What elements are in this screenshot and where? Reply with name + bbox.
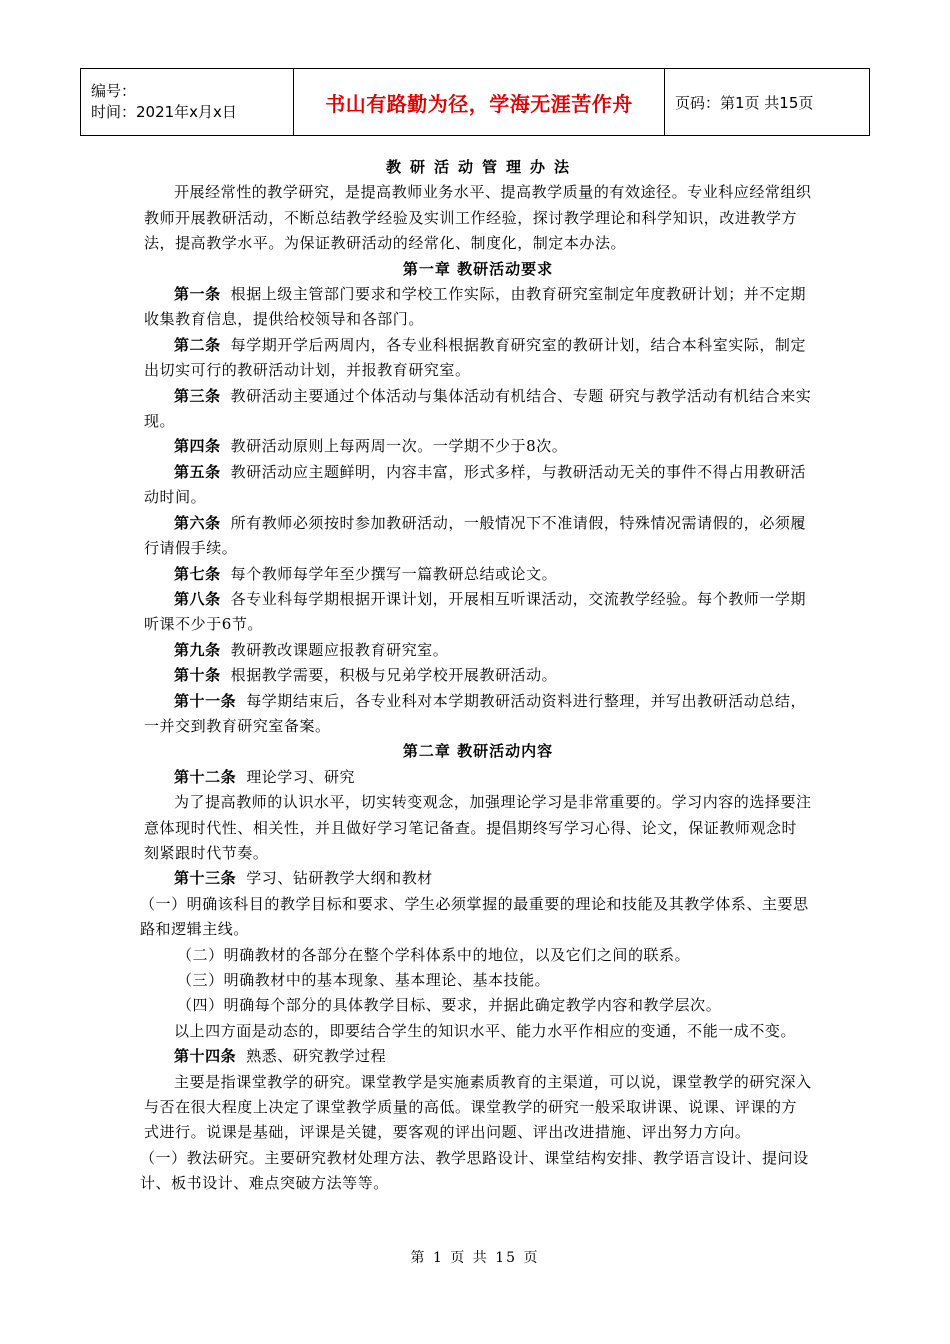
article-text: 教研活动主要通过个体活动与集体活动有机结合、专题 研究与教学活动有机结合来实现。 (144, 386, 812, 431)
article-label: 第五条 (174, 462, 221, 481)
article-label: 第十二条 (174, 767, 237, 786)
list-item: （四）明确每个部分的具体教学目标、要求，并据此确定教学内容和教学层次。 (177, 996, 722, 1015)
article-label: 第十四条 (174, 1047, 237, 1066)
article-text: 各专业科每学期根据开课计划，开展相互听课活动，交流教学经验。每个教师一学期听课不少于6节。 (144, 589, 807, 634)
article (144, 282, 812, 333)
article-text: 学习、钻研教学大纲和教材 (246, 869, 433, 888)
article-label: 第十一条 (174, 691, 237, 710)
document-title: 教研活动管理办法 (385, 158, 578, 176)
article-text: 所有教师必须按时参加教研活动，一般情况下不准请假，特殊情况需请假的，必须履行请假手续。 (144, 513, 807, 558)
article (144, 866, 812, 891)
article-text: 根据上级主管部门要求和学校工作实际，由教育研究室制定年度教研计划；并不定期收集教育信息，提供给校领导和各部门。 (144, 285, 807, 329)
document-number-label: 编号： (91, 82, 137, 100)
article-label: 第一条 (174, 285, 221, 304)
article-label: 第三条 (174, 386, 221, 405)
article-text: 每学期开学后两周内，各专业科根据教育研究室的教研计划，结合本科室实际，制定出切实可行的教研活动计划，并报教育研究室。 (144, 335, 807, 380)
header-motto: 书山有路勤为径，学海无涯苦作舟 (294, 69, 665, 136)
article-text: 教研活动原则上每两周一次。一学期不少于8次。 (230, 437, 568, 456)
article-text: 教研教改课题应报教育研究室。 (230, 640, 449, 659)
document-date-label: 时间：2021年x月x日 (91, 103, 237, 121)
article-label: 第十三条 (174, 869, 237, 888)
list-item: （一）教法研究。主要研究教材处理方法、教学思路设计、课堂结构安排、教学语言设计、提问设计、板书设计、难点突破方法等等。 (140, 1148, 809, 1193)
list-item: （三）明确教材中的基本现象、基本理论、基本技能。 (177, 971, 551, 989)
article (144, 434, 812, 459)
article-text: 熟悉、研究教学过程 (246, 1047, 387, 1066)
article-label: 第九条 (174, 640, 221, 659)
chapter-heading: 第二章 教研活动内容 (402, 742, 554, 761)
article (144, 333, 812, 384)
intro-paragraph: 开展经常性的教学研究，是提高教师业务水平、提高教学质量的有效途径。专业科应经常组织教师开展教研活动，不断总结教学经验及实训工作经验，探讨教学理论和科学知识，改进教学方法，提高教学水平。为保证教研活动的经常化、制度化，制定本办法。 (144, 183, 812, 253)
list-item: （二）明确教材的各部分在整个学科体系中的地位，以及它们之间的联系。 (177, 945, 691, 964)
article-label: 第七条 (174, 564, 221, 583)
article-body: 主要是指课堂教学的研究。课堂教学是实施素质教育的主渠道，可以说，课堂教学的研究深入与否在很大程度上决定了课堂教学质量的高低。课堂教学的研究一般采取讲课、说课、评课的方式进行。说课是基础，评课是关键，要客观的评出问题、评出改进措施、评出努力方向。 (144, 1072, 812, 1142)
article-text: 理论学习、研究 (246, 767, 356, 786)
article (144, 384, 812, 435)
article-label: 第八条 (174, 589, 221, 608)
article-text: 每学期结束后，各专业科对本学期教研活动资料进行整理，并写出教研活动总结，一并交到教育研究室备案。 (144, 691, 807, 735)
article-body: 为了提高教师的认识水平，切实转变观念，加强理论学习是非常重要的。学习内容的选择要注意体现时代性、相关性，并且做好学习笔记备查。提倡期终写学习心得、论文，保证教师观念时刻紧跟时代节奏。 (144, 793, 812, 862)
article (144, 1044, 812, 1069)
article-label: 第十条 (174, 666, 221, 685)
article (144, 587, 812, 638)
page-footer: 第 1 页 共 15 页 (410, 1250, 540, 1266)
article-body: 以上四方面是动态的，即要结合学生的知识水平、能力水平作相应的变通，不能一成不变。 (174, 1021, 797, 1040)
article (144, 765, 812, 790)
article (144, 638, 812, 663)
article-text: 每个教师每学年至少撰写一篇教研总结或论文。 (230, 564, 558, 583)
article (144, 511, 812, 562)
article-text: 根据教学需要，积极与兄弟学校开展教研活动。 (230, 666, 558, 685)
header-meta-cell (81, 69, 294, 136)
article-label: 第六条 (174, 513, 221, 532)
article (144, 460, 812, 511)
article (144, 562, 812, 587)
header-page-info: 页码：第1页 共15页 (665, 69, 870, 136)
article-label: 第二条 (174, 335, 221, 354)
article (144, 689, 812, 740)
article-text: 教研活动应主题鲜明，内容丰富，形式多样，与教研活动无关的事件不得占用教研活动时间。 (144, 462, 807, 507)
article-label: 第四条 (174, 437, 221, 456)
document-body (140, 155, 812, 1197)
chapter-heading: 第一章 教研活动要求 (402, 259, 554, 278)
list-item: （一）明确该科目的教学目标和要求、学生必须掌握的最重要的理论和技能及其教学体系、主要思路和逻辑主线。 (140, 894, 809, 939)
article (144, 663, 812, 688)
header-table (80, 68, 870, 136)
